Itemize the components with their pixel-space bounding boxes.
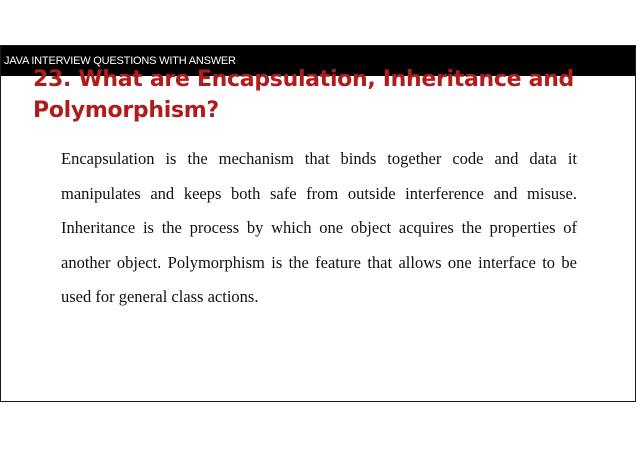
header-label: JAVA INTERVIEW QUESTIONS WITH ANSWER (4, 55, 236, 67)
slide-title: 23. What are Encapsulation, Inheritance and Polymorphism? (33, 67, 574, 123)
slide-body-text: Encapsulation is the mechanism that binds together code and data it manipulates and keeps both safe from outside interference and misuse. Inheritance is the process by which one object acquires the properties of another object. Polymorphism is the feature that allows one interface to be used for general class actions. (61, 149, 577, 306)
